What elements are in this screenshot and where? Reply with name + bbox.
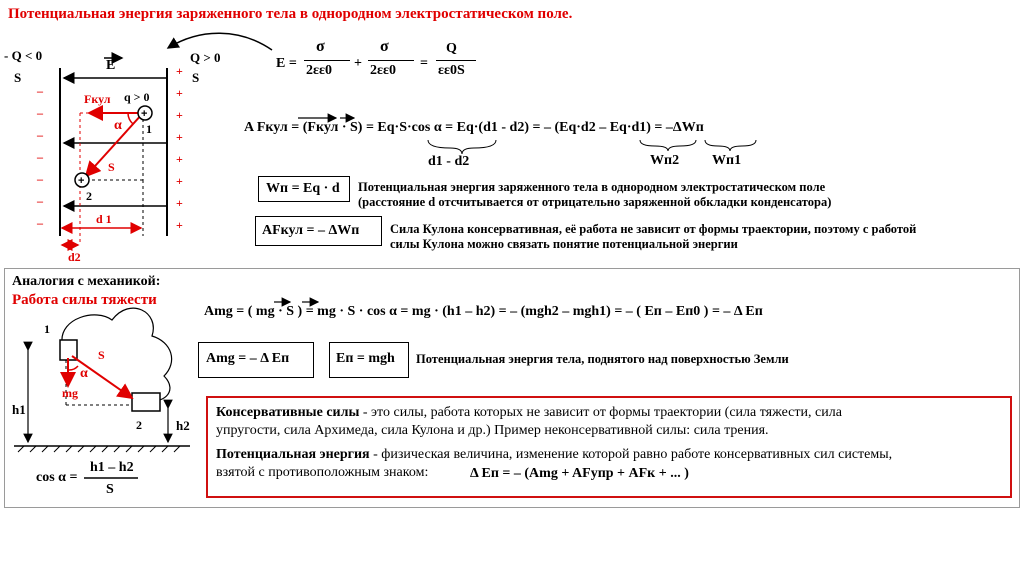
- def-potential-line-1: Потенциальная энергия - физическая величина, изменение которой равно работе консервативных сил системы,: [216, 447, 893, 462]
- cos-formula-lhs: cos α =: [36, 470, 78, 485]
- gravity-displacement-label: S: [98, 348, 105, 362]
- minus-sign: –: [37, 194, 43, 208]
- force-label: Fкул: [84, 92, 111, 106]
- h2-label: h2: [176, 418, 190, 433]
- charge-label: q > 0: [124, 90, 150, 104]
- plus-sign: +: [176, 108, 183, 122]
- gravity-point-1: 1: [44, 322, 50, 336]
- plus-sign: +: [176, 218, 183, 232]
- gravity-alpha-label: α: [80, 366, 88, 381]
- minus-sign: –: [37, 84, 43, 98]
- d2-label: d2: [68, 250, 81, 264]
- alpha-label: α: [114, 118, 122, 133]
- minus-sign: –: [37, 172, 43, 186]
- plus-sign: +: [176, 64, 183, 78]
- def-conservative-line-2: упругости, сила Архимеда, сила Кулона и др.) Пример неконсервативной силы: сила трения.: [216, 423, 769, 438]
- d1-label: d 1: [96, 212, 112, 226]
- cos-formula-num: h1 – h2: [90, 460, 134, 475]
- point-2-label: 2: [86, 189, 92, 203]
- gravity-work-box-formula: Amg = – Δ Eп: [206, 351, 290, 366]
- negative-plate-label: - Q < 0: [4, 48, 43, 63]
- negative-plate-area: S: [14, 70, 22, 85]
- work-under-d: d1 - d2: [428, 154, 470, 169]
- analogy-heading: Аналогия с механикой:: [12, 274, 161, 289]
- mg-label: mg: [62, 386, 78, 400]
- cos-formula-den: S: [106, 482, 114, 497]
- svg-text:+: +: [78, 175, 85, 187]
- positive-plate-label: Q > 0: [190, 50, 221, 65]
- conservative-desc-1: Сила Кулона консервативная, её работа не зависит от формы траектории, поэтому с работой: [390, 222, 917, 236]
- field-label: E: [106, 58, 116, 73]
- def-conservative-line-1: Консервативные силы - это силы, работа которых не зависит от формы траектории (сила тяжести, сила: [216, 405, 842, 420]
- positive-plate-area: S: [192, 70, 200, 85]
- coulomb-work-formula: A Fкул = (Fкул · S) = Eq·S·cos α = Eq·(d1 - d2) = – (Eq·d2 – Eq·d1) = –ΔWп: [244, 120, 704, 135]
- minus-sign: –: [37, 128, 43, 142]
- plus-sign: +: [176, 130, 183, 144]
- coulomb-work-box-formula: AFкул = – ΔWп: [262, 223, 360, 238]
- minus-sign: –: [37, 150, 43, 164]
- gravity-energy-desc: Потенциальная энергия тела, поднятого над поверхностью Земли: [416, 352, 789, 366]
- gravity-point-2: 2: [136, 418, 142, 432]
- h1-label: h1: [12, 402, 26, 417]
- def-potential-formula: Δ Eп = – (Amg + AFупр + AFк + ... ): [470, 466, 689, 481]
- conservative-desc-2: силы Кулона можно связать понятие потенциальной энергии: [390, 237, 738, 251]
- gravity-energy-formula: Eп = mgh: [336, 351, 395, 366]
- plus-sign: +: [176, 196, 183, 210]
- def-potential-line-2: взятой с противоположным знаком:: [216, 465, 429, 480]
- plus-sign: +: [176, 152, 183, 166]
- gravity-work-formula: Amg = ( mg · S ) = mg · S · cos α = mg · (h1 – h2) = – (mgh2 – mgh1) = – ( Eп – Eп0 ) = – Δ Eп: [204, 304, 763, 319]
- plus-sign: +: [176, 86, 183, 100]
- minus-sign: –: [37, 106, 43, 120]
- svg-text:+: +: [141, 108, 148, 120]
- displacement-label: S: [108, 160, 115, 174]
- work-under-wp1: Wп1: [712, 153, 742, 168]
- point-1-label: 1: [146, 122, 152, 136]
- work-under-wp2: Wп2: [650, 153, 680, 168]
- potential-energy-desc-1: Потенциальная энергия заряженного тела в однородном электростатическом поле: [358, 180, 826, 194]
- gravity-work-heading: Работа силы тяжести: [12, 292, 157, 308]
- minus-sign: –: [37, 216, 43, 230]
- potential-energy-formula: Wп = Eq · d: [266, 181, 340, 196]
- plus-sign: +: [176, 174, 183, 188]
- def-potential-term: Потенциальная энергия: [216, 447, 370, 462]
- potential-energy-desc-2: (расстояние d отсчитывается от отрицательно заряженной обкладки конденсатора): [358, 195, 832, 209]
- def-conservative-term: Консервативные силы: [216, 405, 360, 420]
- page-title: Потенциальная энергия заряженного тела в однородном электростатическом поле.: [8, 6, 573, 22]
